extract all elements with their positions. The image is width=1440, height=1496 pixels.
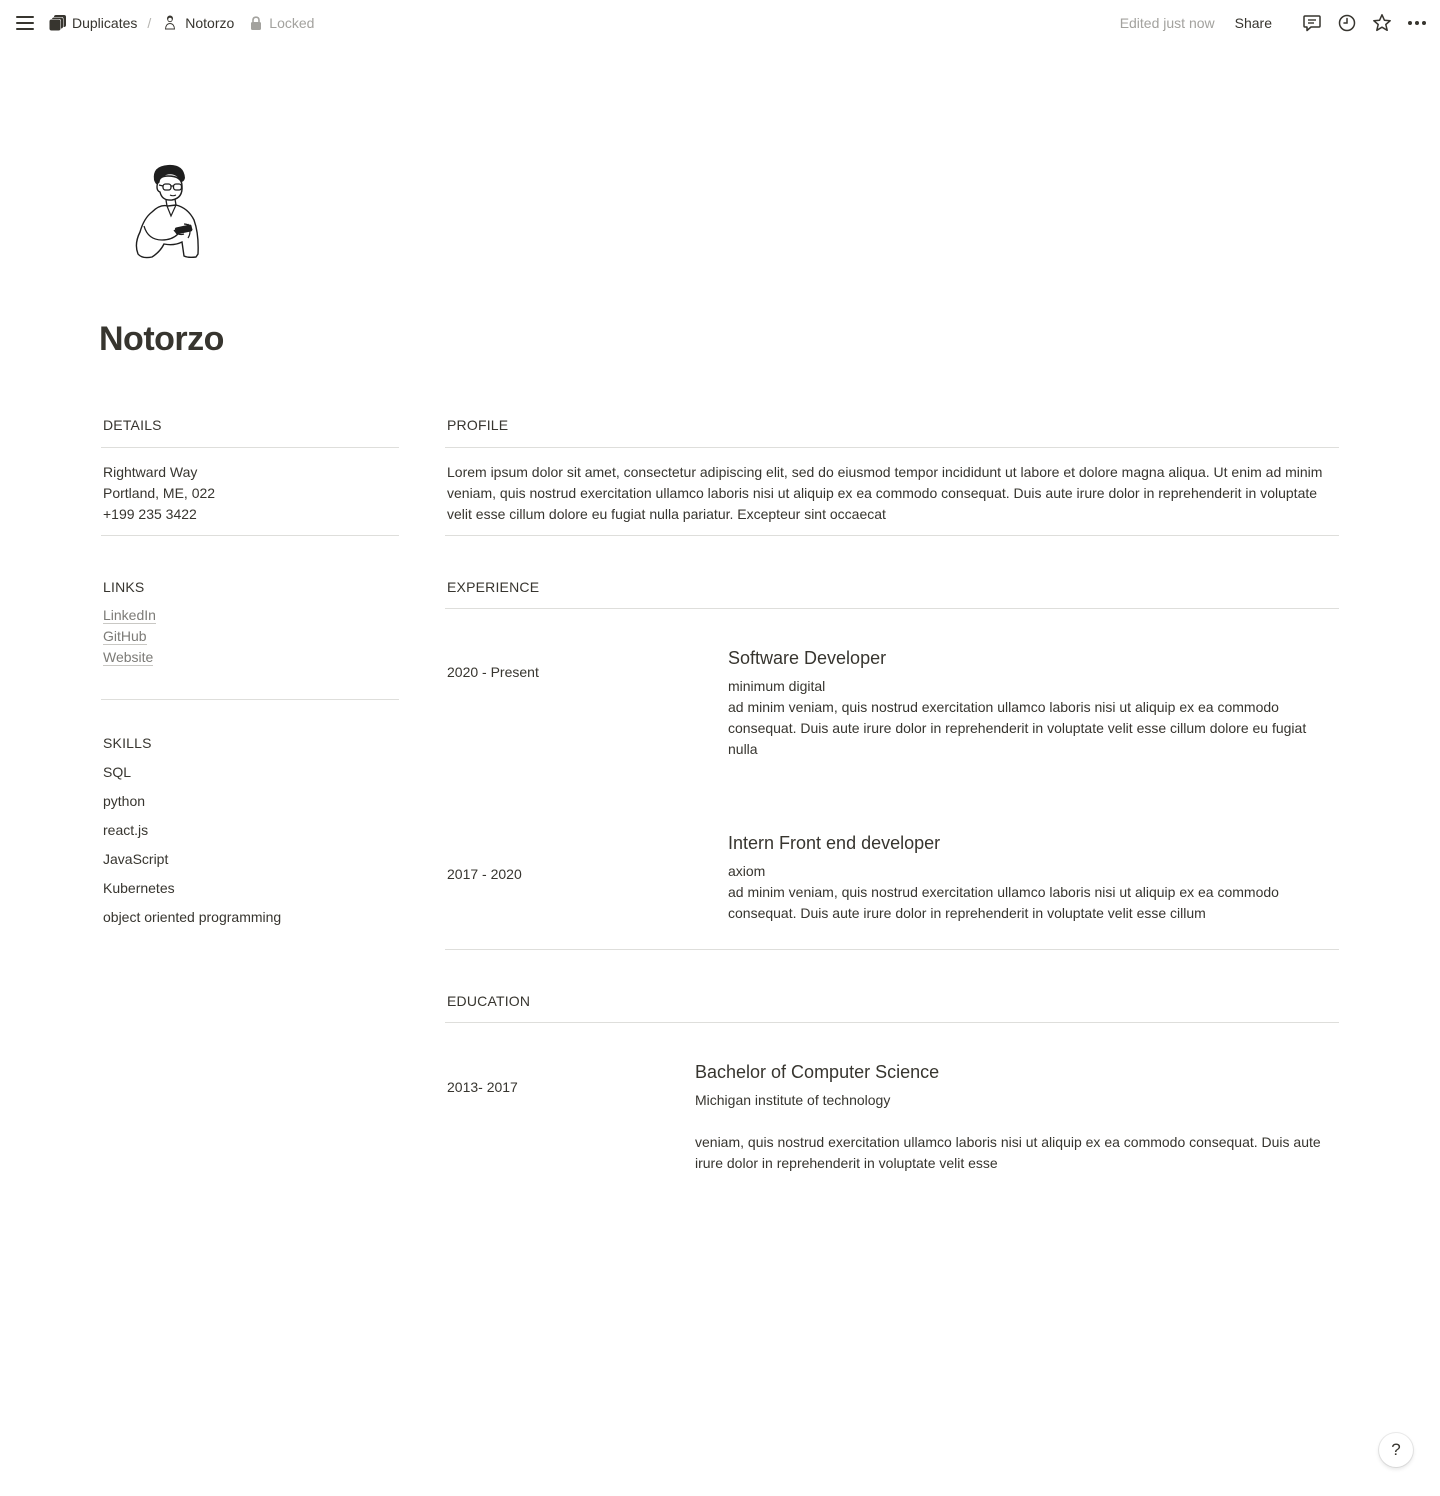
- experience-divider-bottom: [445, 949, 1339, 950]
- links-heading: LINKS: [103, 579, 145, 595]
- experience-heading: EXPERIENCE: [447, 579, 540, 595]
- education-dates: 2013- 2017: [447, 1079, 518, 1095]
- breadcrumb-duplicates[interactable]: [48, 14, 137, 32]
- education-school: Michigan institute of technology: [695, 1092, 891, 1108]
- avatar-mini-icon: [161, 14, 179, 32]
- details-city: Portland, ME, 022: [103, 485, 216, 501]
- top-bar-left: [14, 0, 314, 45]
- left-column: [101, 414, 399, 928]
- locked-label: Locked: [269, 14, 315, 31]
- clock-icon[interactable]: [1336, 12, 1358, 34]
- breadcrumb-notorzo[interactable]: [161, 14, 234, 32]
- locked-indicator[interactable]: [250, 15, 314, 31]
- skill-item: react.js: [103, 822, 149, 838]
- profile-divider-bottom: [445, 535, 1339, 536]
- link-github[interactable]: [101, 626, 399, 647]
- profile-heading: PROFILE: [447, 417, 509, 433]
- job-company: axiom: [728, 863, 766, 879]
- education-heading: EDUCATION: [447, 993, 531, 1009]
- top-bar: [0, 0, 1440, 45]
- help-button[interactable]: [1379, 1433, 1413, 1467]
- link-website[interactable]: [101, 647, 399, 668]
- skill-item: JavaScript: [103, 851, 169, 867]
- details-divider-bottom: [101, 535, 399, 536]
- details-street: Rightward Way: [103, 464, 198, 480]
- job-dates: 2020 - Present: [447, 664, 539, 680]
- job-entry: [728, 646, 1328, 760]
- right-column: [445, 414, 1339, 1193]
- link-website-text[interactable]: Website: [103, 649, 154, 665]
- page-avatar-illustration: [126, 160, 210, 264]
- page-title[interactable]: Notorzo: [99, 320, 224, 358]
- skill-item: object oriented programming: [103, 909, 282, 925]
- help-label: ?: [1391, 1440, 1401, 1459]
- breadcrumb-separator: /: [147, 14, 152, 31]
- links-divider: [101, 699, 399, 700]
- education-details: [695, 1060, 1335, 1174]
- education-degree: Bachelor of Computer Science: [695, 1062, 940, 1082]
- details-heading: DETAILS: [103, 417, 162, 433]
- profile-text: Lorem ipsum dolor sit amet, consectetur adipiscing elit, sed do eiusmod tempor incididunt ut labore et dolore magna aliqua. Ut enim ad minim veniam, quis nostrud exercitation ullamco laboris nisi ut aliquip ex ea commodo consequat. Duis aute irure dolor in reprehenderit in voluptate velit esse cillum dolore eu fugiat nulla pariatur. Excepteur sint occaecat: [447, 464, 1323, 522]
- lock-icon: [250, 16, 264, 30]
- skills-heading: SKILLS: [103, 735, 152, 751]
- edited-status: Edited just now: [1119, 14, 1215, 31]
- link-linkedin[interactable]: [101, 605, 399, 626]
- job-company: minimum digital: [728, 678, 826, 694]
- education-entry: [445, 1023, 1339, 1193]
- link-github-text[interactable]: GitHub: [103, 628, 147, 644]
- link-linkedin-text[interactable]: LinkedIn: [103, 607, 156, 623]
- star-icon[interactable]: [1371, 12, 1393, 34]
- more-icon[interactable]: [1406, 12, 1428, 34]
- share-button[interactable]: Share: [1234, 14, 1272, 31]
- job-title: Software Developer: [728, 648, 887, 668]
- job-description: ad minim veniam, quis nostrud exercitation ullamco laboris nisi ut aliquip ex ea commodo consequat. Duis aute irure dolor in reprehenderit in voluptate velit esse cillum dolore eu fugiat nulla: [728, 699, 1307, 757]
- details-phone: +199 235 3422: [103, 506, 197, 522]
- pages-stack-icon: [48, 14, 66, 32]
- skill-item: Kubernetes: [103, 880, 175, 896]
- experience-list: [445, 609, 1339, 949]
- comment-icon[interactable]: [1301, 12, 1323, 34]
- breadcrumb-label: Duplicates: [72, 14, 138, 31]
- hamburger-icon[interactable]: [14, 12, 36, 34]
- job-description: ad minim veniam, quis nostrud exercitation ullamco laboris nisi ut aliquip ex ea commodo consequat. Duis aute irure dolor in reprehenderit in voluptate velit esse cillum: [728, 884, 1279, 921]
- breadcrumb-label: Notorzo: [185, 14, 235, 31]
- skill-item: SQL: [103, 764, 132, 780]
- job-title: Intern Front end developer: [728, 833, 941, 853]
- job-entry: [728, 831, 1328, 924]
- skill-item: python: [103, 793, 146, 809]
- education-description: veniam, quis nostrud exercitation ullamco laboris nisi ut aliquip ex ea commodo consequat. Duis aute irure dolor in reprehenderit in voluptate velit esse: [695, 1134, 1321, 1171]
- top-bar-right: [1120, 0, 1428, 45]
- job-dates: 2017 - 2020: [447, 866, 522, 882]
